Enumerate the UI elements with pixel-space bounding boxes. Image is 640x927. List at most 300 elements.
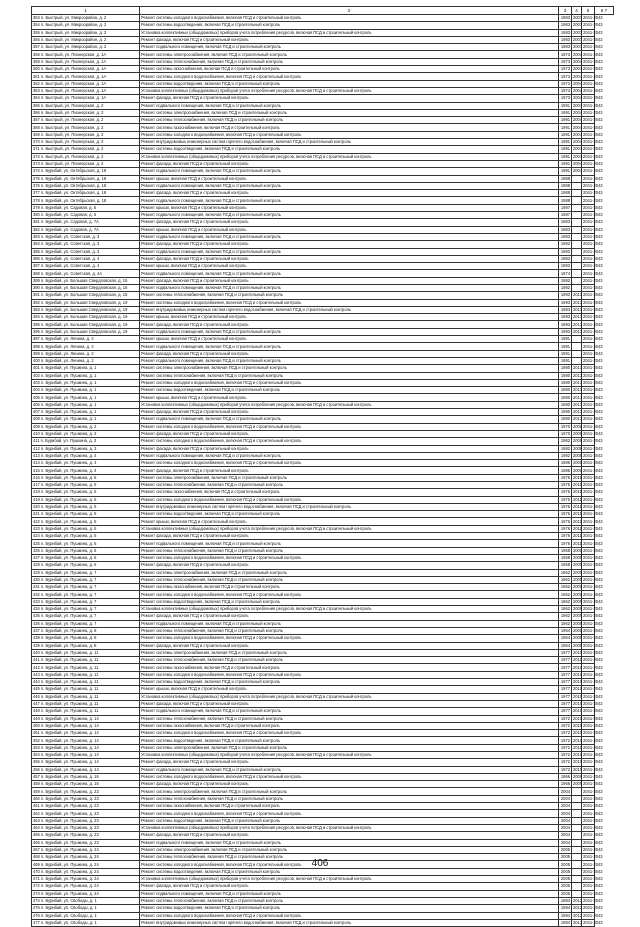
row-address-cell <box>32 372 140 379</box>
build-year-cell: 1977 <box>559 686 572 693</box>
work-type-cell: Ремонт подвального помещения, включая ПСД и строительный контроль <box>140 102 559 109</box>
column-number-header: 5 <box>582 7 595 15</box>
row-address: п. Бурибай, ул. Пушкина, д. 5 <box>40 496 97 502</box>
row-address-cell <box>32 817 140 824</box>
row-address: п. Быстрый, ул. Пионерская, д. 1А <box>40 88 107 94</box>
build-year-cell: 1976 <box>559 540 572 547</box>
row-address: п. Быстрый, ул. Пионерская, д. 1А <box>40 66 107 72</box>
work-type-cell: Ремонт системы холодного водоснабжения, включая ПСД и строительный контроль <box>140 635 559 642</box>
row-address: п. Бурибай, ул. Пушкина, д. 11 <box>40 657 99 663</box>
row-number: 411 <box>33 438 40 444</box>
planned-period-cell: 2041-2043 <box>583 409 603 415</box>
planned-period-cell: 2041-2043 <box>583 890 603 896</box>
table-row <box>32 95 614 102</box>
build-year-cell: 1976 <box>559 489 572 496</box>
last-repair-year-cell: 2010 <box>573 752 583 758</box>
row-number: 470 <box>33 868 40 874</box>
last-repair-year-cell: 2009 <box>573 642 583 648</box>
build-year-cell: 1983 <box>559 255 572 262</box>
table-row <box>32 635 614 642</box>
work-type-cell: Ремонт системы газоснабжения, включая ПСД и строительный контроль <box>140 664 559 671</box>
row-number: 384 <box>33 241 40 247</box>
build-year-cell: 1973 <box>559 58 572 65</box>
planned-period-cell: 2041-2043 <box>583 577 603 582</box>
planned-period-cell: 2041-2043 <box>583 598 603 604</box>
planned-period-cell: 2041-2043 <box>583 722 603 728</box>
column-number-header: 3 <box>559 7 572 15</box>
work-type-cell: Ремонт подвального помещения, включая ПСД и строительный контроль <box>140 839 559 846</box>
table-row <box>32 905 614 912</box>
row-address: п. Бурибай, ул. Пушкина, д. 11 <box>40 664 99 670</box>
table-row <box>32 700 614 707</box>
row-number: 387 <box>33 263 40 269</box>
build-year-cell: 1977 <box>559 649 572 656</box>
row-address-cell <box>32 657 140 664</box>
row-address: п. Бурибай, ул. Пушкина, д. 6 <box>40 555 97 561</box>
row-address-cell <box>32 219 140 226</box>
row-address: п. Быстрый, ул. Пионерская, д. 1А <box>40 95 107 101</box>
row-address: п. Бурибай, ул. Пушкина, д. 16 <box>40 774 99 780</box>
work-type-cell: Ремонт подвального помещения, включая ПСД и строительный контроль <box>140 766 559 773</box>
last-repair-year-cell: 2011 <box>573 525 582 531</box>
last-repair-year-cell <box>572 357 582 364</box>
last-repair-year-cell: 2007 <box>573 37 583 43</box>
work-type-cell: Установка коллективных (общедомовых) приборов учета потребления ресурсов, включая ПСД и строительный контроль <box>140 525 559 532</box>
row-address: п. Бурибай, ул. Пушкина, д. 5 <box>40 504 97 510</box>
build-year-cell: 1973 <box>559 87 572 94</box>
build-year-cell: 1988 <box>559 182 572 189</box>
row-address-cell <box>32 95 140 102</box>
build-year-cell: 1982 <box>559 452 572 459</box>
table-row <box>32 919 614 926</box>
build-year-cell: 1962 <box>559 606 572 613</box>
row-address-cell <box>32 474 140 481</box>
work-type-cell: Ремонт подвального помещения, включая ПСД и строительный контроль <box>140 270 559 277</box>
work-type-cell: Ремонт внутридомовых инженерных систем горячего водоснабжения, включая ПСД и строительный контроль <box>140 919 559 926</box>
work-type-cell: Ремонт подвального помещения, включая ПСД и строительный контроль <box>140 248 559 255</box>
work-type-cell: Ремонт системы теплоснабжения, включая ПСД и строительный контроль <box>140 657 559 664</box>
build-year-cell: 1982 <box>559 241 572 248</box>
table-row <box>32 781 614 788</box>
table-row <box>32 197 614 204</box>
work-type-cell: Ремонт системы холодного водоснабжения, включая ПСД и строительный контроль <box>140 671 559 678</box>
work-type-cell: Установка коллективных (общедомовых) приборов учета потребления ресурсов, включая ПСД и строительный контроль <box>140 87 559 94</box>
last-repair-year-cell <box>572 212 582 219</box>
row-number: 453 <box>33 744 40 750</box>
last-repair-year-cell: 2010 <box>573 649 583 655</box>
table-row <box>32 627 614 634</box>
row-address-cell <box>32 598 140 605</box>
table-row <box>32 832 614 839</box>
row-address-cell <box>32 44 140 51</box>
work-type-cell: Ремонт крыши, включая ПСД и строительный контроль <box>140 314 559 321</box>
row-number: 368 <box>33 124 40 130</box>
build-year-cell: 2004 <box>559 803 572 810</box>
last-repair-year-cell: 2009 <box>573 577 583 582</box>
last-repair-year-cell: 2004 <box>573 102 583 108</box>
work-type-cell: Ремонт системы холодного водоснабжения, включая ПСД и строительный контроль <box>140 379 559 386</box>
row-address-cell <box>32 810 140 817</box>
row-number: 430 <box>33 577 40 582</box>
planned-period-cell: 2041-2043 <box>583 730 603 736</box>
row-address: п. Бурибай, ул. Пушкина, д. 7 <box>40 569 97 575</box>
table-row <box>32 226 614 233</box>
build-year-cell: 1984 <box>559 897 572 904</box>
build-year-cell: 1984 <box>559 912 572 919</box>
table-row <box>32 277 614 284</box>
planned-period-cell: 2041-2043 <box>583 110 603 115</box>
planned-period-cell: 2041-2043 <box>583 51 603 57</box>
row-address: п. Бурибай, ул. Советская, д. 4А <box>40 270 103 276</box>
table-row <box>32 912 614 919</box>
row-address: п. Быстрый, ул. Пионерская, д. 2 <box>40 110 104 115</box>
row-address-cell <box>32 379 140 386</box>
table-row <box>32 518 614 525</box>
row-address-cell <box>32 562 140 569</box>
last-repair-year-cell <box>572 810 582 817</box>
row-number: 417 <box>33 482 40 488</box>
planned-period-cell: 2041-2043 <box>583 445 603 451</box>
last-repair-year-cell: 2007 <box>573 44 583 50</box>
last-repair-year-cell: 2011 <box>573 511 582 517</box>
row-address: п. Бурибай, ул. Пушкина, д. 14 <box>40 744 99 750</box>
row-address-cell <box>32 226 140 233</box>
row-address-cell <box>32 401 140 408</box>
row-address: п. Бурибай, ул. Пушкина, д. 23 <box>40 795 99 801</box>
row-address-cell <box>32 66 140 73</box>
last-repair-year-cell: 2009 <box>573 584 583 590</box>
table-row <box>32 657 614 664</box>
build-year-cell: 1972 <box>559 737 572 744</box>
table-row <box>32 474 614 481</box>
work-type-cell: Ремонт системы холодного водоснабжения, включая ПСД и строительный контроль <box>140 438 559 445</box>
build-year-cell: 1982 <box>559 248 572 255</box>
work-type-cell: Ремонт фасада, включая ПСД и строительный контроль <box>140 321 559 328</box>
row-number: 398 <box>33 343 40 349</box>
row-address: п. Быстрый, ул. Пионерская, д. 1А <box>40 58 107 64</box>
last-repair-year-cell: 2004 <box>573 80 583 86</box>
row-address-cell <box>32 876 140 883</box>
build-year-cell: 1980 <box>559 387 572 394</box>
work-type-cell: Ремонт системы холодного водоснабжения, включая ПСД и строительный контроль <box>140 496 559 503</box>
work-type-cell: Ремонт системы газоснабжения, включая ПСД и строительный контроль <box>140 66 559 73</box>
table-row <box>32 153 614 160</box>
table-row <box>32 109 614 116</box>
last-repair-year-cell: 2013 <box>573 328 583 334</box>
last-repair-year-cell: 2013 <box>573 321 583 327</box>
row-address-cell <box>32 175 140 182</box>
planned-period-cell: 2041-2043 <box>583 350 603 356</box>
row-address-cell <box>32 73 140 80</box>
planned-period-cell: 2041-2043 <box>583 29 603 35</box>
last-repair-year-cell: 2004 <box>573 110 583 115</box>
planned-period-cell: 2041-2043 <box>583 321 603 327</box>
row-number: 431 <box>33 584 40 590</box>
table-row <box>32 722 614 729</box>
row-address-cell <box>32 613 140 620</box>
row-address: п. Быстрый, ул. Микроорайон, д. 2 <box>40 29 107 35</box>
table-row <box>32 36 614 43</box>
build-year-cell: 2004 <box>559 839 572 846</box>
table-row <box>32 284 614 291</box>
build-year-cell: 1976 <box>559 482 572 489</box>
work-type-cell: Ремонт системы теплоснабжения, включая ПСД и строительный контроль <box>140 117 559 124</box>
row-number: 361 <box>33 73 40 79</box>
table-row <box>32 350 614 357</box>
last-repair-year-cell <box>572 839 582 846</box>
build-year-cell: 1984 <box>559 919 572 926</box>
row-address-cell <box>32 255 140 262</box>
row-number: 464 <box>33 825 40 831</box>
row-address: п. Бурибай, ул. Пушкина, д. 24 <box>40 883 99 889</box>
row-number: 471 <box>33 876 40 882</box>
work-type-cell: Ремонт фасада, включая ПСД и строительный контроль <box>140 759 559 766</box>
last-repair-year-cell: 2010 <box>573 759 583 765</box>
table-row <box>32 204 614 211</box>
row-address-cell <box>32 102 140 109</box>
row-address: п. Бурибай, ул. Ленина, д. 2 <box>40 343 94 349</box>
planned-period-cell: 2041-2043 <box>583 401 603 407</box>
work-type-cell: Ремонт системы холодного водоснабжения, включая ПСД и строительный контроль <box>140 861 559 868</box>
row-address-cell <box>32 737 140 744</box>
row-number: 461 <box>33 803 40 809</box>
row-number: 434 <box>33 606 40 612</box>
row-number: 393 <box>33 307 40 313</box>
build-year-cell: 1976 <box>559 511 572 518</box>
build-year-cell: 1966 <box>559 773 572 780</box>
row-address: п. Бурибай, ул. Октябрьская, д. 18 <box>40 168 107 174</box>
build-year-cell: 1991 <box>559 153 572 160</box>
row-address: п. Бурибай, ул. Пушкина, д. 6 <box>40 547 97 553</box>
last-repair-year-cell: 2004 <box>573 95 583 101</box>
row-number: 432 <box>33 591 40 597</box>
planned-period-cell: 2041-2043 <box>583 737 603 743</box>
row-number: 357 <box>33 44 40 50</box>
planned-period-cell: 2041-2043 <box>583 825 603 831</box>
table-row <box>32 795 614 802</box>
row-number: 376 <box>33 182 40 188</box>
row-address: п. Бурибай, ул. Октябрьская, д. 18 <box>40 190 107 196</box>
planned-period-cell: 2041-2043 <box>583 197 603 203</box>
work-type-cell: Ремонт системы электроснабжения, включая ПСД и строительный контроль <box>140 474 559 481</box>
last-repair-year-cell: 2011 <box>573 540 582 546</box>
last-repair-year-cell <box>572 832 582 839</box>
row-address-cell <box>32 197 140 204</box>
row-number: 426 <box>33 547 40 553</box>
row-address: п. Бурибай, ул. Пушкина, д. 8 <box>40 635 97 641</box>
row-address: п. Бурибай, ул. Пушкина, д. 4 <box>40 467 97 473</box>
row-address: п. Бурибай, ул. Советская, д. 3 <box>40 241 100 247</box>
row-number: 378 <box>33 197 40 203</box>
build-year-cell: 1983 <box>559 29 572 36</box>
last-repair-year-cell <box>572 182 582 189</box>
row-number: 386 <box>33 255 40 261</box>
planned-period-cell: 2041-2043 <box>583 102 603 108</box>
row-number: 476 <box>33 912 40 918</box>
last-repair-year-cell <box>572 241 582 248</box>
last-repair-year-cell: 2008 <box>573 431 583 437</box>
build-year-cell: 1991 <box>559 357 572 364</box>
row-address-cell <box>32 832 140 839</box>
row-address: п. Бурибай, ул. Пушкина, д. 11 <box>40 671 99 677</box>
last-repair-year-cell: 2013 <box>573 387 583 393</box>
row-address: п. Бурибай, ул. Пушкина, д. 14 <box>40 730 99 736</box>
work-type-cell: Ремонт подвального помещения, включая ПСД и строительный контроль <box>140 197 559 204</box>
last-repair-year-cell <box>572 817 582 824</box>
row-address: п. Бурибай, ул. Советская, д. 3 <box>40 234 100 240</box>
row-address-cell <box>32 241 140 248</box>
row-number: 402 <box>33 372 40 378</box>
build-year-cell: 1962 <box>559 569 572 576</box>
row-address: п. Бурибай, ул. Советская, д. 4 <box>40 255 100 261</box>
row-number: 441 <box>33 657 40 663</box>
row-number: 466 <box>33 839 40 845</box>
row-address: п. Бурибай, ул. Пушкина, д. 7 <box>40 584 97 590</box>
page-number: 406 <box>311 858 329 869</box>
table-row <box>32 394 614 401</box>
row-address: п. Бурибай, ул. Пушкина, д. 11 <box>40 701 99 707</box>
row-address: п. Бурибай, ул. Большая Свердловская, д. 19 <box>40 328 128 334</box>
planned-period-cell: 2041-2043 <box>583 533 603 539</box>
row-address: п. Бурибай, ул. Пушкина, д. 1 <box>40 394 97 400</box>
planned-period-cell: 2041-2043 <box>583 277 603 283</box>
work-type-cell: Ремонт системы холодного водоснабжения, включая ПСД и строительный контроль <box>140 131 559 138</box>
build-year-cell: 1962 <box>559 584 572 591</box>
row-number: 404 <box>33 387 40 393</box>
table-row <box>32 810 614 817</box>
planned-period-cell: 2041-2043 <box>583 343 603 349</box>
last-repair-year-cell: 2010 <box>573 744 583 750</box>
planned-period-cell: 2041-2043 <box>583 22 603 28</box>
work-type-cell: Установка коллективных (общедомовых) приборов учета потребления ресурсов, включая ПСД и строительный контроль <box>140 693 559 700</box>
table-body <box>32 15 614 927</box>
last-repair-year-cell: 2013 <box>573 401 583 407</box>
build-year-cell: 1993 <box>559 314 572 321</box>
row-number: 424 <box>33 533 40 539</box>
row-address: п. Бурибай, ул. Пушкина, д. 1 <box>40 416 97 422</box>
work-type-cell: Ремонт системы теплоснабжения, включая ПСД и строительный контроль <box>140 547 559 554</box>
row-number: 401 <box>33 365 40 371</box>
work-type-cell: Ремонт фасада, включая ПСД и строительный контроль <box>140 190 559 197</box>
row-number: 381 <box>33 219 40 225</box>
row-address-cell <box>32 22 140 29</box>
table-row <box>32 131 614 138</box>
build-year-cell: 1983 <box>559 22 572 29</box>
work-type-cell: Ремонт системы газоснабжения, включая ПСД и строительный контроль <box>140 722 559 729</box>
last-repair-year-cell: 2009 <box>573 555 583 561</box>
last-repair-year-cell <box>572 248 582 255</box>
work-type-cell: Ремонт системы холодного водоснабжения, включая ПСД и строительный контроль <box>140 299 559 306</box>
table-row <box>32 139 614 146</box>
planned-period-cell: 2041-2043 <box>583 701 603 707</box>
build-year-cell: 2004 <box>559 832 572 839</box>
work-type-cell: Ремонт крыши, включая ПСД и строительный контроль <box>140 686 559 693</box>
row-number: 360 <box>33 66 40 72</box>
build-year-cell: 2005 <box>559 861 572 868</box>
work-type-cell: Ремонт фасада, включая ПСД и строительный контроль <box>140 409 559 416</box>
row-number: 433 <box>33 598 40 604</box>
last-repair-year-cell: 2004 <box>573 146 583 152</box>
planned-period-cell: 2041-2043 <box>583 569 603 575</box>
row-address: п. Бурибай, ул. Пушкина, д. 3 <box>40 438 97 444</box>
row-address-cell <box>32 284 140 291</box>
build-year-cell: 1962 <box>559 591 572 598</box>
row-number: 445 <box>33 686 40 692</box>
table-row <box>32 102 614 109</box>
row-address-cell <box>32 387 140 394</box>
build-year-cell: 1958 <box>559 562 572 569</box>
table-row <box>32 438 614 445</box>
row-address: п. Бурибай, ул. Пушкина, д. 7 <box>40 620 97 626</box>
build-year-cell: 1962 <box>559 598 572 605</box>
row-address-cell <box>32 350 140 357</box>
row-number: 382 <box>33 226 40 232</box>
planned-period-cell: 2041-2043 <box>583 431 603 437</box>
build-year-cell: 1987 <box>559 204 572 211</box>
row-number: 457 <box>33 774 40 780</box>
work-type-cell: Ремонт системы теплоснабжения, включая ПСД и строительный контроль <box>140 292 559 299</box>
planned-period-cell: 2041-2043 <box>583 190 603 196</box>
row-address-cell <box>32 744 140 751</box>
build-year-cell: 1980 <box>559 372 572 379</box>
table-row <box>32 897 614 904</box>
planned-period-cell: 2041-2043 <box>583 635 603 641</box>
row-number: 416 <box>33 474 40 480</box>
table-row <box>32 401 614 408</box>
last-repair-year-cell: 2011 <box>573 489 582 495</box>
row-number: 364 <box>33 95 40 101</box>
row-address-cell <box>32 416 140 423</box>
table-row <box>32 387 614 394</box>
planned-period-cell: 2041-2043 <box>583 58 603 64</box>
table-row <box>32 671 614 678</box>
row-address-cell <box>32 759 140 766</box>
row-number: 419 <box>33 496 40 502</box>
row-number: 373 <box>33 161 40 167</box>
row-address: п. Бурибай, ул. Пушкина, д. 4 <box>40 452 97 458</box>
table-row <box>32 554 614 561</box>
planned-period-cell: 2041-2043 <box>583 657 603 663</box>
planned-period-cell: 2041-2043 <box>583 679 603 685</box>
planned-period-cell: 2041-2043 <box>583 161 603 167</box>
row-address-cell <box>32 766 140 773</box>
row-address-cell <box>32 87 140 94</box>
row-address-cell <box>32 511 140 518</box>
table-row <box>32 29 614 36</box>
row-address-cell <box>32 584 140 591</box>
build-year-cell: 1983 <box>559 15 572 22</box>
work-type-cell: Ремонт фасада, включая ПСД и строительный контроль <box>140 445 559 452</box>
table-row <box>32 343 614 350</box>
last-repair-year-cell <box>572 284 582 291</box>
row-address-cell <box>32 649 140 656</box>
work-type-cell: Ремонт системы теплоснабжения, включая ПСД и строительный контроль <box>140 482 559 489</box>
last-repair-year-cell: 2009 <box>573 460 583 466</box>
last-repair-year-cell: 2010 <box>573 701 583 707</box>
row-address: п. Быстрый, ул. Пионерская, д. 2 <box>40 153 104 159</box>
last-repair-year-cell: 2013 <box>573 379 583 385</box>
table-row <box>32 489 614 496</box>
row-number: 450 <box>33 722 40 728</box>
build-year-cell: 1973 <box>559 51 572 58</box>
row-address: п. Бурибай, ул. Свободы, д. 1 <box>40 912 97 918</box>
row-address: п. Бурибай, ул. Пушкина, д. 2 <box>40 431 97 437</box>
planned-period-cell: 2041-2043 <box>583 664 603 670</box>
row-address-cell <box>32 540 140 547</box>
last-repair-year-cell: 2009 <box>573 569 583 575</box>
build-year-cell: 1983 <box>559 219 572 226</box>
build-year-cell: 1982 <box>559 277 572 284</box>
